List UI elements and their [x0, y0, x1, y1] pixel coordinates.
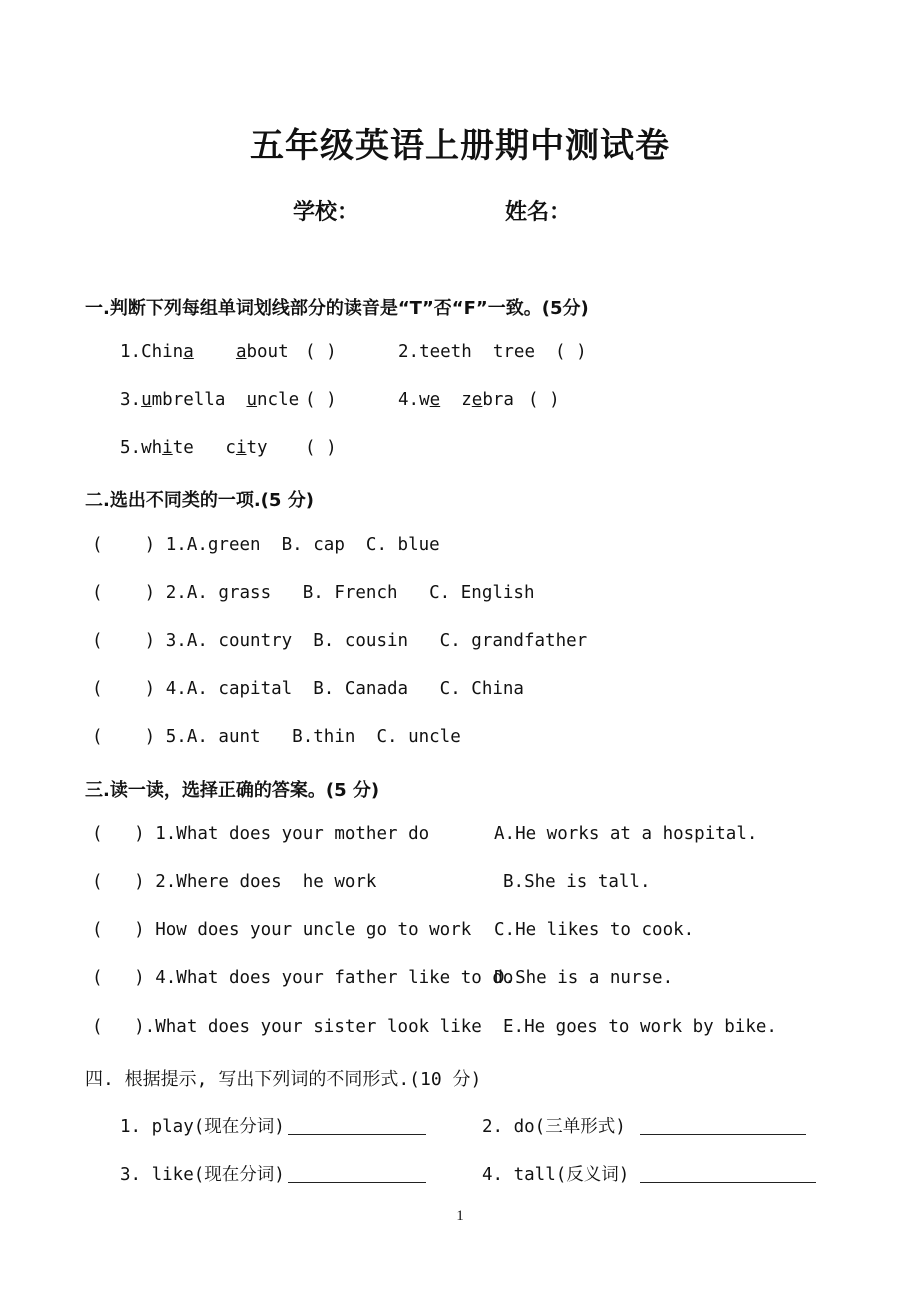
s1-paren-2: ( ) — [555, 342, 587, 362]
s3-answer-b: B.She is tall. — [503, 872, 651, 892]
word-part: mbrella — [151, 390, 226, 410]
s1-paren-4: ( ) — [528, 390, 560, 410]
s4-item-3: 3. like(现在分词) — [120, 1165, 285, 1185]
underlined-letter: i — [162, 438, 173, 458]
s3-question-1: ( ) 1.What does your mother do — [92, 824, 430, 844]
s1-item-5 — [120, 438, 268, 458]
s2-item-3: ( ) 3.A. country B. cousin C. grandfather — [92, 631, 588, 651]
word-part: wh — [141, 438, 163, 458]
page-title: 五年级英语上册期中测试卷 — [250, 126, 670, 166]
underlined-letter: e — [429, 390, 441, 410]
s3-answer-c: C.He likes to cook. — [494, 920, 695, 940]
word-part: teeth — [419, 342, 472, 362]
answer-blank[interactable] — [640, 1116, 806, 1135]
section-4-heading: 四. 根据提示, 写出下列词的不同形式.(10 分) — [85, 1069, 482, 1090]
s3-answer-e: E.He goes to work by bike. — [503, 1017, 777, 1037]
section-2-heading: 二.选出不同类的一项.(5 分) — [85, 490, 314, 511]
underlined-letter: a — [235, 342, 247, 362]
word-part: bra — [482, 390, 514, 410]
s1-item-4 — [398, 390, 514, 410]
s4-item-4: 4. tall(反义词) — [482, 1165, 630, 1185]
item-number: 2. — [398, 342, 420, 362]
s1-item-1 — [120, 342, 289, 362]
s3-question-5: ( ).What does your sister look like — [92, 1017, 482, 1037]
word-part: Chin — [141, 342, 184, 362]
s3-answer-d: D.She is a nurse. — [494, 968, 674, 988]
underlined-letter: a — [183, 342, 194, 362]
answer-blank[interactable] — [288, 1164, 426, 1183]
school-label: 学校： — [293, 200, 360, 225]
word-part: ncle — [257, 390, 300, 410]
s1-paren-5: ( ) — [305, 438, 337, 458]
s3-question-2: ( ) 2.Where does he work — [92, 872, 377, 892]
item-number: 1. — [120, 342, 142, 362]
s3-question-4: ( ) 4.What does your father like to do — [92, 968, 514, 988]
item-number: 4. — [398, 390, 420, 410]
page-number: 1 — [456, 1208, 464, 1224]
word-part: bout — [246, 342, 289, 362]
word-part: z — [461, 390, 472, 410]
word-part: te — [172, 438, 194, 458]
s4-item-1: 1. play(现在分词) — [120, 1117, 285, 1137]
s1-paren-3: ( ) — [305, 390, 337, 410]
name-label: 姓名： — [505, 200, 572, 225]
s2-item-1: ( ) 1.A.green B. cap C. blue — [92, 535, 440, 555]
word-part: ty — [246, 438, 268, 458]
s1-paren-1: ( ) — [305, 342, 337, 362]
word-part: tree — [492, 342, 535, 362]
word-part: c — [225, 438, 236, 458]
answer-blank[interactable] — [640, 1164, 816, 1183]
s1-item-2 — [398, 342, 535, 362]
s3-answer-a: A.He works at a hospital. — [494, 824, 758, 844]
s1-item-3 — [120, 390, 299, 410]
answer-blank[interactable] — [288, 1116, 426, 1135]
s2-item-2: ( ) 2.A. grass B. French C. English — [92, 583, 535, 603]
item-number: 5. — [120, 438, 142, 458]
underlined-letter: i — [235, 438, 247, 458]
s2-item-5: ( ) 5.A. aunt B.thin C. uncle — [92, 727, 461, 747]
underlined-letter: u — [246, 390, 258, 410]
s2-item-4: ( ) 4.A. capital B. Canada C. China — [92, 679, 524, 699]
underlined-letter: e — [471, 390, 483, 410]
underlined-letter: u — [141, 390, 152, 410]
word-part: w — [419, 390, 430, 410]
s3-question-3: ( ) How does your uncle go to work — [92, 920, 472, 940]
s4-item-2: 2. do(三单形式) — [482, 1117, 626, 1137]
item-number: 3. — [120, 390, 142, 410]
section-1-heading: 一.判断下列每组单词划线部分的读音是“T”否“F”一致。(5分) — [85, 298, 589, 319]
section-3-heading: 三.读一读，选择正确的答案。(5 分) — [85, 780, 380, 801]
